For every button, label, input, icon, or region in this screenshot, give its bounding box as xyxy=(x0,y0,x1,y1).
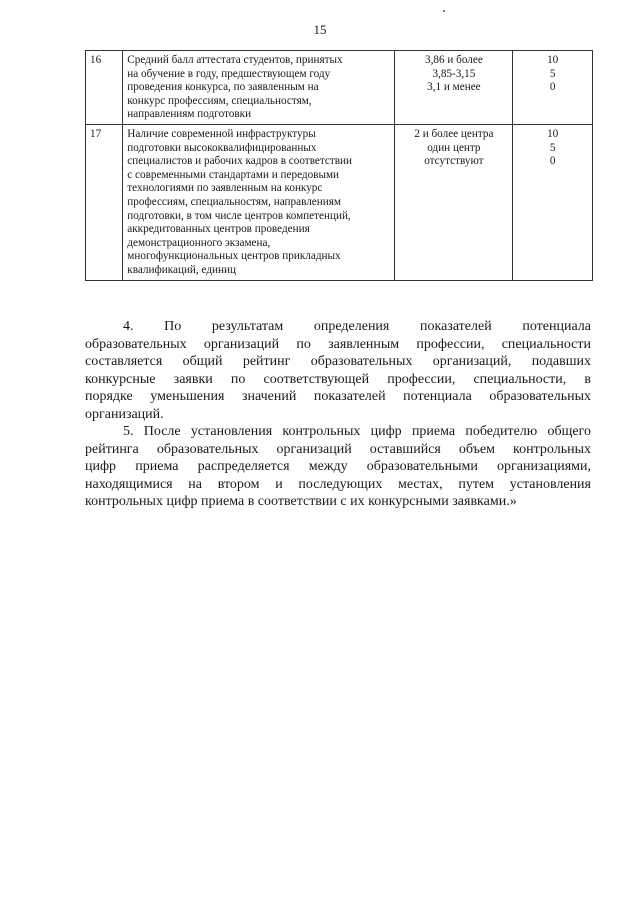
table-row xyxy=(86,51,593,125)
paragraph-line: образовательных организаций по заявленным профессии, специальности xyxy=(85,336,591,352)
description-line: Средний балл аттестата студентов, принятых xyxy=(127,54,343,66)
points-line: 10 xyxy=(547,54,559,66)
points-line: 0 xyxy=(549,81,556,94)
description-line: подготовки, в том числе центров компетенций, xyxy=(127,209,351,222)
criterion-description xyxy=(123,51,395,125)
description-line: Наличие современной инфраструктуры xyxy=(127,127,316,140)
points-line: 10 xyxy=(547,127,559,140)
criterion-points xyxy=(513,124,593,280)
value-line: 2 и более центра xyxy=(414,127,494,140)
points-line: 5 xyxy=(549,141,556,154)
description-line: профессиям, специальностям, направлениям xyxy=(127,195,341,208)
paragraph-line: составляется общий рейтинг образовательных организаций, подавших xyxy=(85,354,591,370)
criteria-table xyxy=(85,50,593,281)
description-line: проведения конкурса, по заявленным на xyxy=(127,81,319,94)
row-number: 16 xyxy=(86,51,123,125)
description-line: на обучение в году, предшествующем году xyxy=(127,67,331,80)
criterion-description xyxy=(123,124,395,280)
page-number: 15 xyxy=(313,22,327,37)
paragraph-line: организаций. xyxy=(85,406,164,422)
description-line: квалификаций, единиц xyxy=(127,263,236,276)
paragraph-line: рейтинга образовательных организаций оставшийся объем контрольных xyxy=(85,441,591,457)
value-line: 3,86 и более xyxy=(424,54,483,66)
paragraph-line: конкурсные заявки по соответствующей профессии, специальности, в xyxy=(85,371,591,387)
paragraph-line: порядке уменьшения значений показателей потенциала образовательных xyxy=(85,389,591,405)
paragraph-line: 4. По результатам определения показателей потенциала xyxy=(123,319,591,334)
description-line: демонстрационного экзамена, xyxy=(127,236,271,249)
description-line: многофункциональных центров прикладных xyxy=(127,250,341,263)
criterion-values xyxy=(395,51,513,125)
description-line: подготовки высококвалифицированных xyxy=(127,141,317,154)
paragraph-line: контрольных цифр приема в соответствии с их конкурсными заявками.» xyxy=(85,494,517,510)
points-line: 5 xyxy=(549,67,556,80)
paragraph-line: цифр приема распределяется между образовательными организациями, xyxy=(85,459,591,475)
table-row xyxy=(86,124,593,280)
description-line: с современными стандартами и передовыми xyxy=(127,168,340,181)
paragraph-5 xyxy=(85,423,591,511)
description-line: аккредитованных центров проведения xyxy=(127,223,310,236)
description-line: конкурс профессиям, специальностям, xyxy=(127,94,312,107)
value-line: 3,1 и менее xyxy=(427,81,481,94)
paragraph-line: 5. После установления контрольных цифр приема победителю общего xyxy=(123,424,591,439)
criterion-values xyxy=(395,124,513,280)
paragraph-line: находящимися на втором и последующих местах, путем установления xyxy=(85,476,591,492)
paragraph-4 xyxy=(85,318,591,424)
description-line: технологиями по заявленным на конкурс xyxy=(127,182,323,195)
description-line: направлениям подготовки xyxy=(127,108,252,121)
criterion-points xyxy=(513,51,593,125)
row-number: 17 xyxy=(86,124,123,280)
scan-mark xyxy=(443,10,445,12)
description-line: специалистов и рабочих кадров в соответствии xyxy=(127,155,353,168)
points-line: 0 xyxy=(549,155,556,168)
value-line: один центр xyxy=(427,141,481,154)
value-line: 3,85-3,15 xyxy=(432,67,476,80)
value-line: отсутствуют xyxy=(424,155,484,168)
